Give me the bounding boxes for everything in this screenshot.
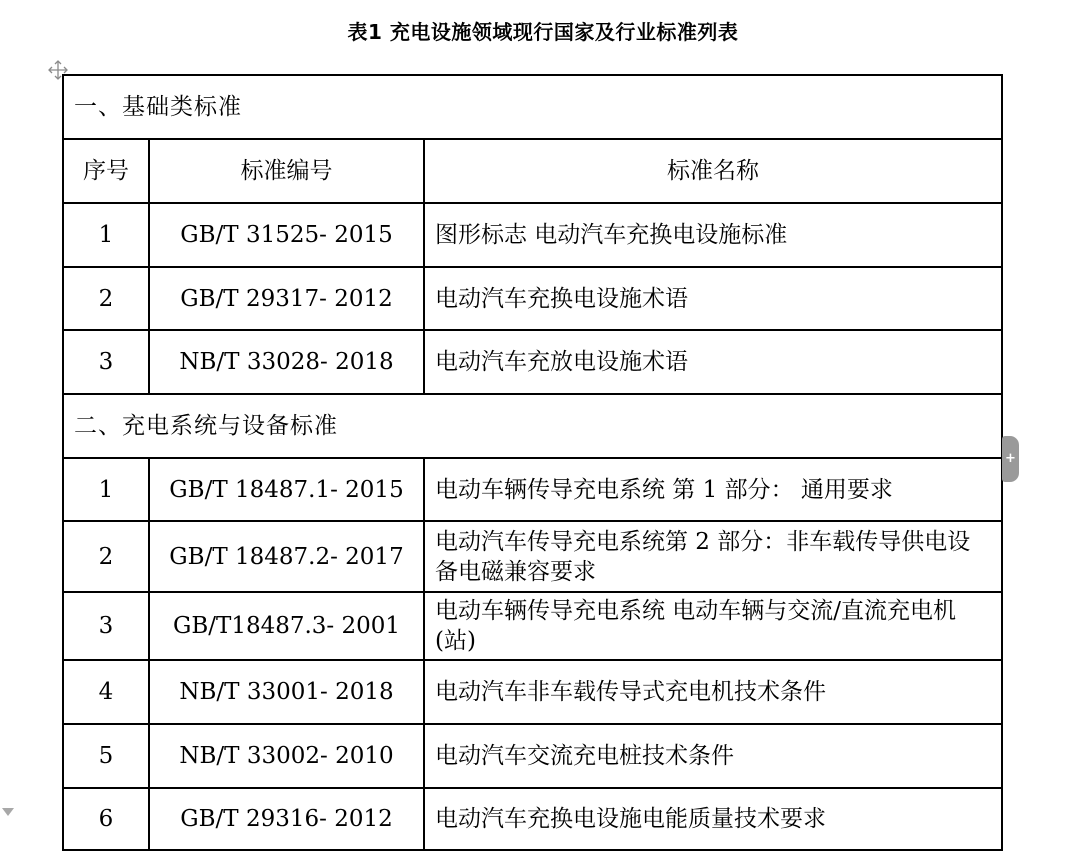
header-standard-code: 标准编号 — [149, 139, 424, 203]
row-standard-name: 电动汽车传导充电系统第 2 部分：非车载传导供电设备电磁兼容要求 — [424, 521, 1002, 592]
table-row — [63, 203, 1002, 267]
table-row — [63, 458, 1002, 521]
plus-icon: + — [1005, 451, 1016, 466]
table-row — [63, 330, 1002, 394]
row-standard-name: 电动汽车交流充电桩技术条件 — [424, 724, 1002, 788]
row-number: 1 — [63, 203, 149, 267]
section-row-charging — [63, 394, 1002, 458]
row-standard-name: 电动车辆传导充电系统 第 1 部分： 通用要求 — [424, 458, 1002, 521]
row-number: 5 — [63, 724, 149, 788]
table-row — [63, 592, 1002, 660]
row-standard-code: NB/T 33028- 2018 — [149, 330, 424, 394]
row-number: 4 — [63, 660, 149, 724]
row-standard-name: 图形标志 电动汽车充换电设施标准 — [424, 203, 1002, 267]
header-standard-name: 标准名称 — [424, 139, 1002, 203]
section-row-basic — [63, 75, 1002, 139]
row-number: 6 — [63, 788, 149, 850]
section-title-charging: 二、充电系统与设备标准 — [63, 394, 1002, 458]
row-number: 1 — [63, 458, 149, 521]
row-standard-name: 电动汽车充换电设施电能质量技术要求 — [424, 788, 1002, 850]
row-standard-code: GB/T 18487.1- 2015 — [149, 458, 424, 521]
section-title-basic: 一、基础类标准 — [63, 75, 1002, 139]
row-standard-code: GB/T18487.3- 2001 — [149, 592, 424, 660]
triangle-down-icon[interactable] — [2, 808, 14, 816]
table-row — [63, 267, 1002, 330]
row-standard-code: GB/T 18487.2- 2017 — [149, 521, 424, 592]
table-row — [63, 724, 1002, 788]
header-serial-number: 序号 — [63, 139, 149, 203]
row-standard-code: NB/T 33002- 2010 — [149, 724, 424, 788]
row-standard-name: 电动汽车充换电设施术语 — [424, 267, 1002, 330]
row-standard-name: 电动汽车充放电设施术语 — [424, 330, 1002, 394]
row-standard-code: GB/T 29317- 2012 — [149, 267, 424, 330]
row-standard-name: 电动车辆传导充电系统 电动车辆与交流/直流充电机(站) — [424, 592, 1002, 660]
row-number: 3 — [63, 592, 149, 660]
table-row — [63, 788, 1002, 850]
table-caption: 表1 充电设施领域现行国家及行业标准列表 — [347, 20, 739, 44]
row-number: 2 — [63, 521, 149, 592]
table-row — [63, 521, 1002, 592]
row-standard-code: GB/T 31525- 2015 — [149, 203, 424, 267]
row-number: 2 — [63, 267, 149, 330]
header-row — [63, 139, 1002, 203]
row-standard-code: NB/T 33001- 2018 — [149, 660, 424, 724]
table-row — [63, 660, 1002, 724]
row-standard-name: 电动汽车非车载传导式充电机技术条件 — [424, 660, 1002, 724]
row-number: 3 — [63, 330, 149, 394]
standards-table — [62, 74, 1003, 851]
add-column-tab[interactable] — [1002, 436, 1019, 482]
row-standard-code: GB/T 29316- 2012 — [149, 788, 424, 850]
